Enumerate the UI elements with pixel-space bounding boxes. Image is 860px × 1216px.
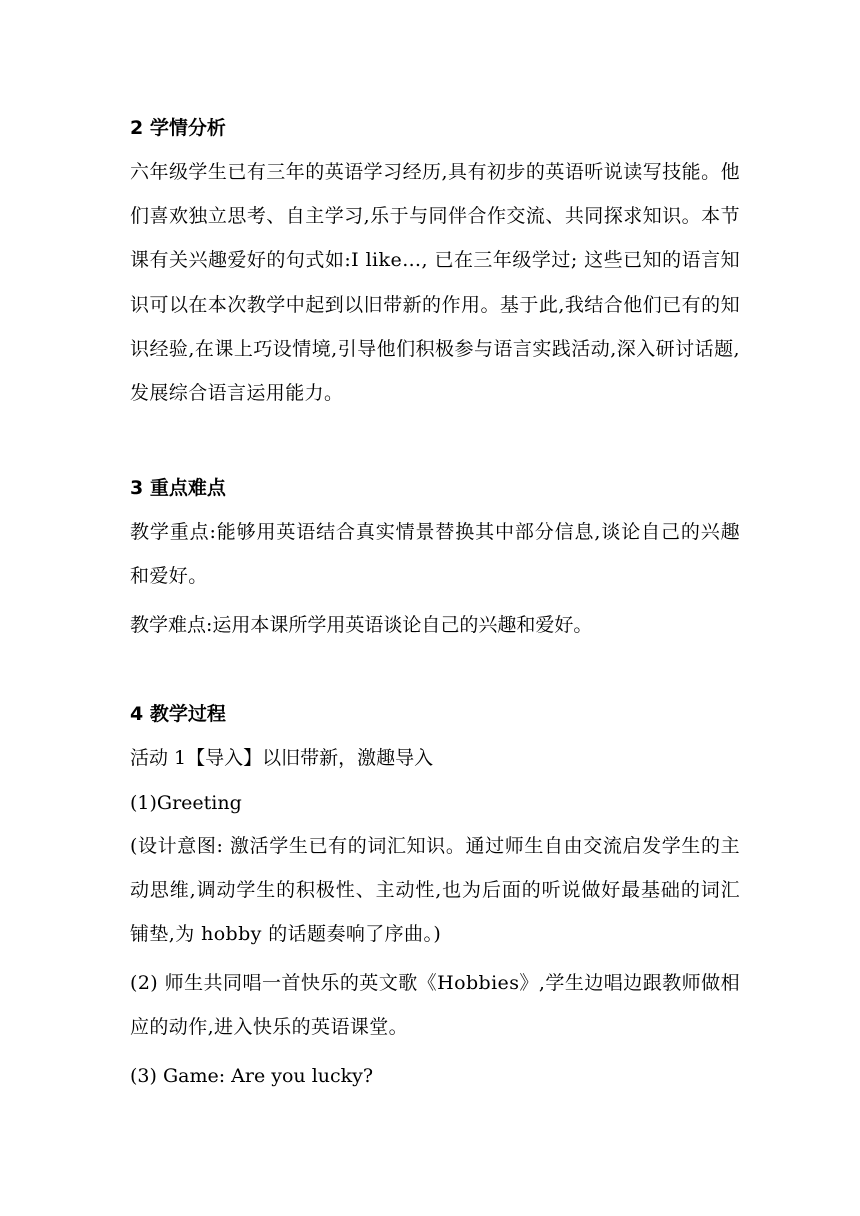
section-2-heading: 2 学情分析: [130, 117, 226, 139]
step-1-greeting: (1)Greeting: [130, 792, 242, 814]
design-intent-paragraph: (设计意图: 激活学生已有的词汇知识。通过师生自由交流启发学生的主动思维,调动学生的积极性、主动性,也为后面的听说做好最基础的词汇铺垫,为 hobby 的话题奏响了序曲。): [130, 835, 740, 946]
section-2-paragraph: 六年级学生已有三年的英语学习经历,具有初步的英语听说读写技能。他们喜欢独立思考、自主学习,乐于与同伴合作交流、共同探求知识。本节课有关兴趣爱好的句式如:I like…, 已在三年级学过; 这些已知的语言知识可以在本次教学中起到以旧带新的作用。基于此,我结合他们已有的知识经验,在课上巧设情境,引导他们积极参与语言实践活动,深入研讨话题,发展综合语言运用能力。: [130, 161, 740, 405]
step-3-game: (3) Game: Are you lucky?: [130, 1065, 374, 1087]
difficulty-line: 教学难点:运用本课所学用英语谈论自己的兴趣和爱好。: [130, 614, 593, 636]
step-2-paragraph: (2) 师生共同唱一首快乐的英文歌《Hobbies》,学生边唱边跟教师做相应的动作,进入快乐的英语课堂。: [130, 972, 740, 1039]
section-4-heading: 4 教学过程: [130, 703, 226, 725]
section-3-heading: 3 重点难点: [130, 477, 226, 499]
key-point-paragraph: 教学重点:能够用英语结合真实情景替换其中部分信息,谈论自己的兴趣和爱好。: [130, 521, 740, 588]
activity-title: 活动 1【导入】以旧带新，激趣导入: [130, 747, 434, 769]
